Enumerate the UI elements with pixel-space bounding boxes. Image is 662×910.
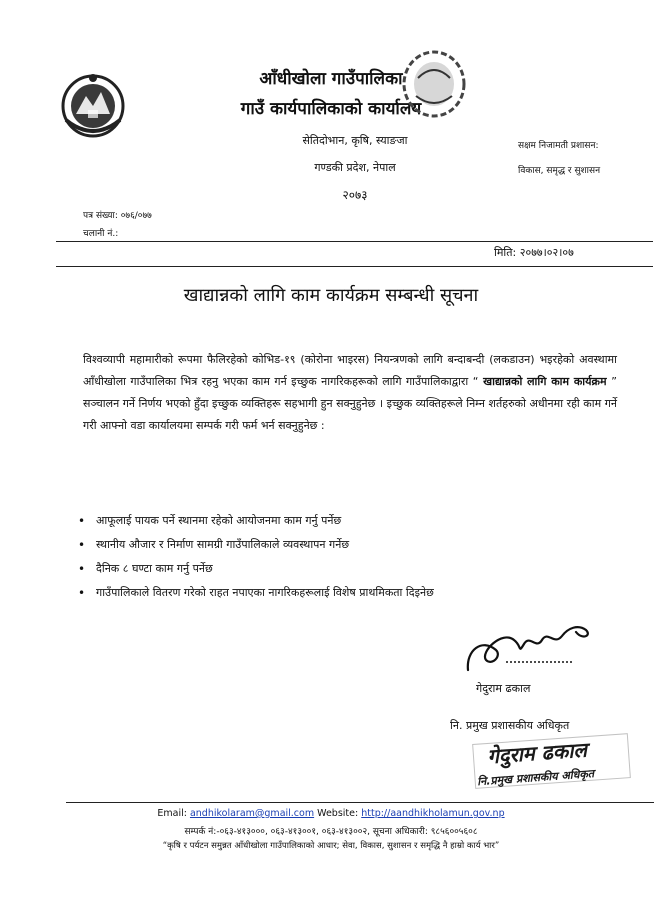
list-item: • आफूलाई पायक पर्ने स्थानमा रहेको आयोजनमा काम गर्नु पर्नेछ [76,509,616,533]
signatory-title: नि. प्रमुख प्रशासकीय अधिकृत [450,719,570,732]
signature-icon [462,610,602,678]
list-item: • स्थानीय औजार र निर्माण सामग्री गाउँपालिकाले व्यवस्थापन गर्नेछ [76,533,616,557]
list-item: • दैनिक ८ घण्टा काम गर्नु पर्नेछ [76,557,616,581]
address-line-1: सेतिदोभान, कृषि, स्याङजा [302,134,408,147]
footer-motto: “कृषि र पर्यटन समुन्नत आँधीखोला गाउँपालिकाको आधार; सेवा, विकास, सुशासन र समृद्धि नै हाम्रो कार्य भार” [162,841,500,851]
website-label: Website: [314,808,362,819]
notice-body [83,349,617,437]
established-year: २०७३ [342,188,368,202]
slogan-line-1: सक्षम निजामती प्रशासन: [518,141,599,151]
name-seal-stamp [470,733,635,789]
dispatch-number: चलानी नं.: [83,229,119,239]
footer-phone-numbers: सम्पर्क नं:-०६३-४१३०००, ०६३-४१३००१, ०६३-४१३००२, सूचना अधिकारी: ९८५६००५६०८ [184,827,478,837]
signatory-name: गेदुराम ढकाल [476,682,531,695]
list-item: • गाउँपालिकाले वितरण गरेको राहत नपाएका नागरिकहरूलाई विशेष प्राथमिकता दिइनेछ [76,581,616,605]
letter-number: पत्र संख्या: ०७६/०७७ [83,211,152,221]
notice-body-part-1: विश्वव्यापी महामारीको रूपमा फैलिरहेको कोभिड-१९ (कोरोना भाइरस) नियन्त्रणको लागि बन्दाबन्दी (लकडाउन) भइरहेको अवस्थामा आँधीखोला गाउँपालिका भित्र रहनु भएका काम गर्न इच्छुक नागरिकहरूको लागि गाउँपालिकाद्वारा “ [83,353,617,388]
office-name: आँधीखोला गाउँपालिका [259,69,403,89]
office-stamp-icon [400,48,468,120]
slogan-line-2: विकास, समृद्ध र सुशासन [518,166,601,176]
footer-contact-links [0,808,662,819]
divider [56,266,653,267]
notice-title: खाद्यान्नको लागि काम कार्यक्रम सम्बन्धी सूचना [183,285,479,306]
seal-title-text: नि.प्रमुख प्रशासकीय अधिकृत [476,767,595,789]
notice-date: मिति: २०७७।०२।०७ [494,246,574,259]
email-link[interactable]: andhikolaram@gmail.com [189,808,315,819]
notice-body-part-2: ” सञ्चालन गर्ने निर्णय भएको हुँदा इच्छुक व्यक्तिहरू सहभागी हुन सक्नुहुनेछ । इच्छुक व्यक्तिहरूले निम्न शर्तहरुको अधीनमा रही काम गर्ने गरी आफ्नो वडा कार्यालयमा सम्पर्क गरी फर्म भर्न सक्नुहुनेछ : [83,375,617,432]
address-line-2: गण्डकी प्रदेश, नेपाल [314,161,396,174]
website-link[interactable]: http://aandhikholamun.gov.np [361,808,505,819]
footer-divider [66,802,654,803]
conditions-list [76,509,616,605]
program-name: खाद्यान्नको लागि काम कार्यक्रम [478,375,612,388]
office-subtitle: गाउँ कार्यपालिकाको कार्यालय [240,99,422,119]
divider [56,241,653,242]
seal-name-text: गेदुराम ढकाल [486,737,588,769]
email-label: Email: [157,808,190,819]
